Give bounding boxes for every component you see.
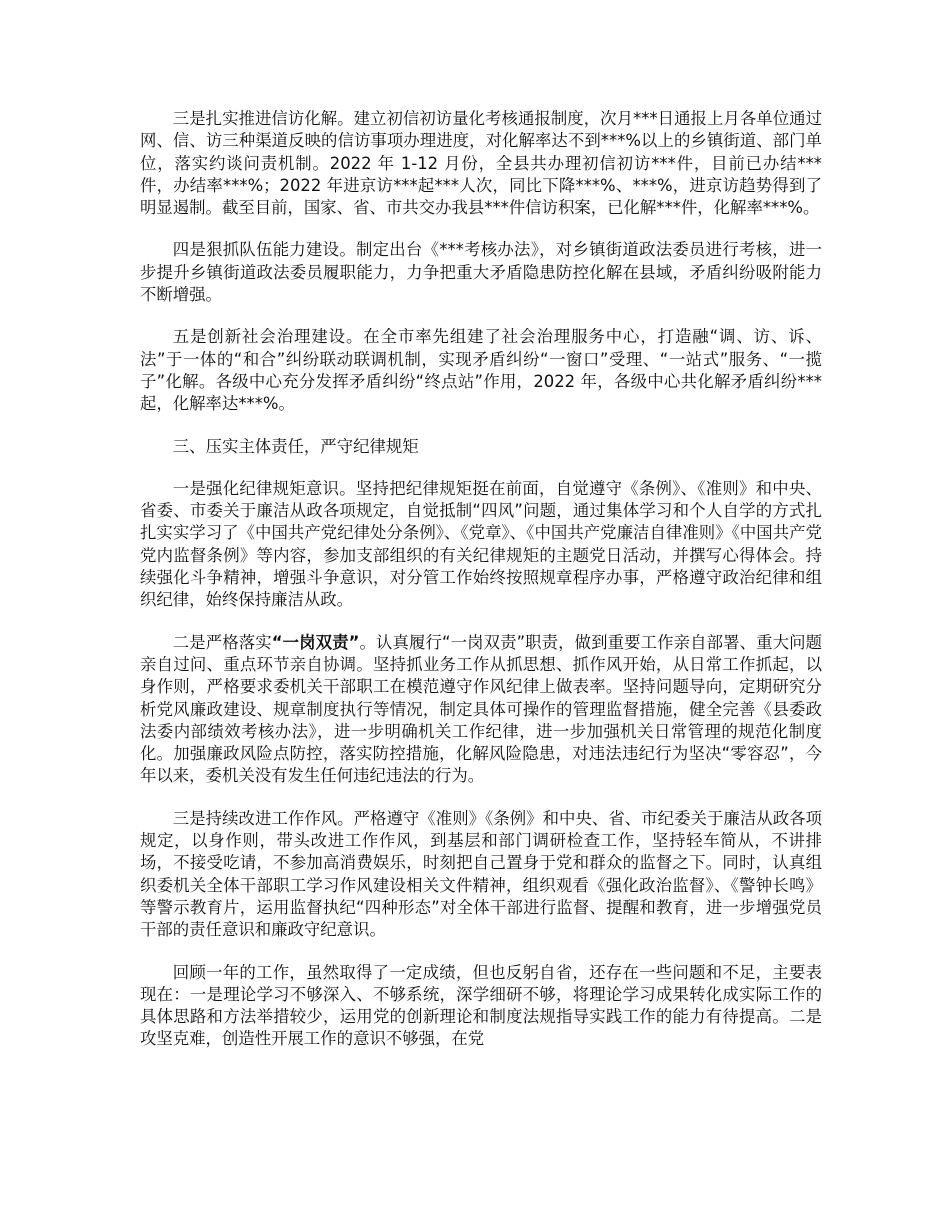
paragraph-social-governance: 五是创新社会治理建设。在全市率先组建了社会治理服务中心，打造融“调、访、诉、法”于一体的“和合”纠纷联动联调机制，实现矛盾纠纷“一窗口”受理、“一站式”服务、“一揽子”化解。各级中心充分发挥矛盾纠纷“终点站”作用，2022 年，各级中心共化解矛盾纠纷***起，化解率达***%。 bbox=[140, 327, 822, 414]
paragraph-review: 回顾一年的工作，虽然取得了一定成绩，但也反躬自省，还存在一些问题和不足，主要表现在：一是理论学习不够深入、不够系统，深学细研不够，将理论学习成果转化成实际工作的具体思路和方法举措较少，运用党的创新理论和制度法规指导实践工作的能力有待提高。二是攻坚克难，创造性开展工作的意识不够强，在党 bbox=[140, 962, 822, 1049]
paragraph-work-style: 三是持续改进工作作风。严格遵守《准则》《条例》和中央、省、市纪委关于廉洁从政各项规定，以身作则，带头改进工作作风，到基层和部门调研检查工作，坚持轻车简从，不讲排场，不接受吃请，不参加高消费娱乐，时刻把自己置身于党和群众的监督之下。同时，认真组织委机关全体干部职工学习作风建设相关文件精神，组织观看《强化政治监督》、《警钟长鸣》等警示教育片，运用监督执纪“四种形态”对全体干部进行监督、提醒和教育，进一步增强党员干部的责任意识和廉政守纪意识。 bbox=[140, 808, 822, 940]
paragraph-discipline-awareness: 一是强化纪律规矩意识。坚持把纪律规矩挺在前面，自觉遵守《条例》、《准则》和中央、省委、市委关于廉洁从政各项规定，自觉抵制“四风”问题，通过集体学习和个人自学的方式扎扎实实学习了《中国共产党纪律处分条例》、《党章》、《中国共产党廉洁自律准则》《中国共产党党内监督条例》等内容，参加支部组织的有关纪律规矩的主题党日活动，并撰写心得体会。持续强化斗争精神，增强斗争意识，对分管工作始终按照规章程序办事，严格遵守政治纪律和组织纪律，始终保持廉洁从政。 bbox=[140, 478, 822, 610]
paragraph-petition-resolution: 三是扎实推进信访化解。建立初信初访量化考核通报制度，次月***日通报上月各单位通过网、信、访三种渠道反映的信访事项办理进度，对化解率达不到***%以上的乡镇街道、部门单位，落实约谈问责机制。2022 年 1-12 月份，全县共办理初信初访***件，目前已办结***件，办结率***%；2022 年进京访***起***人次，同比下降***%、***%，进京访趋势得到了明显遏制。截至目前，国家、省、市共交办我县***件信访积案，已化解***件，化解率***%。 bbox=[140, 109, 822, 218]
section-heading: 三、压实主体责任，严守纪律规矩 bbox=[172, 436, 419, 456]
paragraph-prefix: 二是严格落实 bbox=[172, 632, 272, 652]
paragraph-one-post-two-duties bbox=[140, 632, 822, 788]
paragraph-body: 。认真履行“一岗双责”职责，做到重要工作亲自部署、重大问题亲自过问、重点环节亲自协调。坚持抓业务工作从抓思想、抓作风开始，从日常工作抓起，以身作则，严格要求委机关干部职工在模范遵守作风纪律上做表率。坚持问题导向，定期研究分析党风廉政建设、规章制度执行等情况，制定具体可操作的管理监督措施，健全完善《县委政法委内部绩效考核办法》，进一步明确机关工作纪律，进一步加强机关日常管理的规范化制度化。加强廉政风险点防控，落实防控措施，化解风险隐患，对违法违纪行为坚决“零容忍”，今年以来，委机关没有发生任何违纪违法的行为。 bbox=[140, 632, 823, 786]
emphasized-phrase: “一岗双责” bbox=[271, 632, 360, 652]
paragraph-team-capability: 四是狠抓队伍能力建设。制定出台《***考核办法》，对乡镇街道政法委员进行考核，进一步提升乡镇街道政法委员履职能力，力争把重大矛盾隐患防控化解在县域，矛盾纠纷吸附能力不断增强。 bbox=[140, 240, 822, 305]
document-page bbox=[140, 108, 822, 1071]
